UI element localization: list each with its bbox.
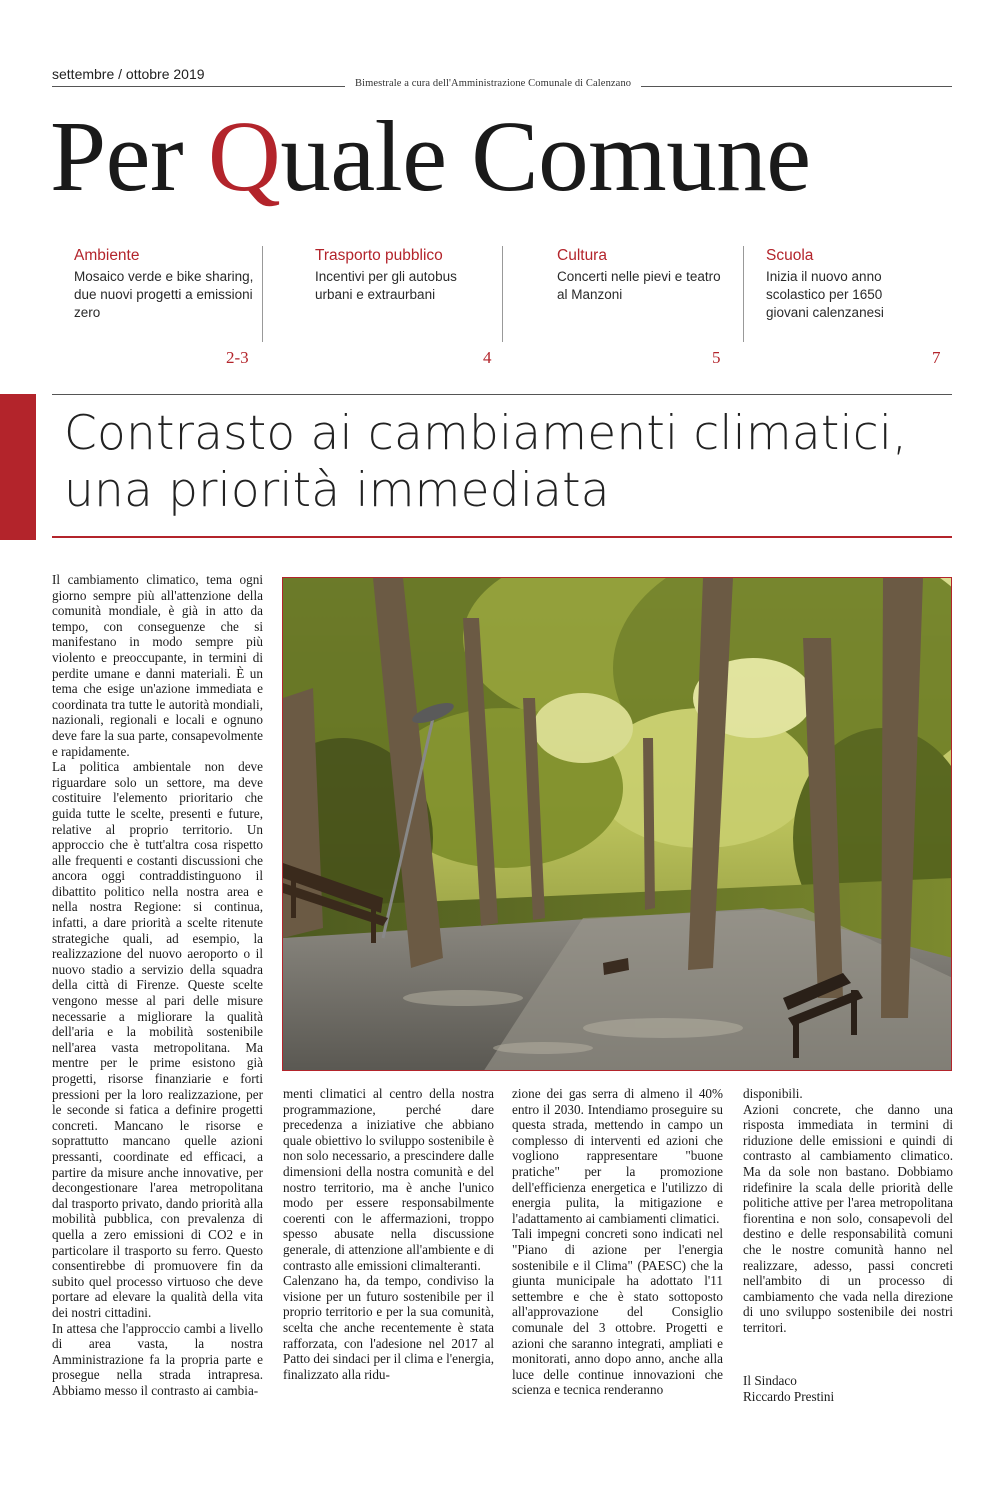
paragraph: Azioni concrete, che danno una risposta immediata in termini di riduzione delle emissioni e quindi di contrasto al cambiamento climatico. Ma da sole non bastano. Dobbiamo ridefinire la scala delle priorità delle politiche attive per l'area metropolitana fiorentina e non solo, consapevoli del destino e delle responsabilità comuni che le nostre comunità hanno nel realizzare, adesso, passi concreti nell'ambito di un processo di cambiamento che vada nella direzione di uno sviluppo sostenibile dei nostri territori. (743, 1101, 953, 1335)
section-title: Cultura (557, 247, 607, 264)
article-column-3 (512, 1086, 723, 1398)
paragraph: disponibili. (743, 1086, 803, 1101)
masthead-part-1: Per (50, 100, 208, 212)
headline: Contrasto ai cambiamenti climatici, una priorità immediata (64, 406, 908, 518)
park-photo (282, 577, 952, 1071)
section-page-ambiente: 2-3 (226, 348, 249, 367)
paragraph: Tali impegni concreti sono indicati nel "Piano di azione per l'energia sostenibile e il Clima" (PAESC) che la giunta municipale ha adottato l'11 settembre e che è stato sottoposto all'approvazione del Consiglio comunale del 3 ottobre. Progetti e azioni che saranno integrati, ampliati e monitorati, anno dopo anno, anche alla luce delle continue innovazioni che scienza e tecnica renderanno (512, 1226, 723, 1398)
signature-name: Riccardo Prestini (743, 1389, 835, 1404)
section-page-trasporto: 4 (483, 348, 492, 367)
section-page-cultura: 5 (712, 348, 721, 367)
section-desc: Incentivi per gli autobus urbani e extraurbani (315, 269, 457, 302)
park-photo-illustration (283, 578, 952, 1071)
article-column-4 (743, 1086, 953, 1336)
section-divider (502, 246, 503, 342)
signature-role: Il Sindaco (743, 1373, 797, 1388)
issue-date: settembre / ottobre 2019 (52, 66, 205, 82)
article-column-1 (52, 572, 263, 1398)
section-trasporto[interactable] (315, 246, 485, 304)
section-desc: Concerti nelle pievi e teatro al Manzoni (557, 269, 721, 302)
signature (743, 1373, 953, 1405)
masthead-title (50, 96, 955, 216)
red-accent-bar (0, 394, 36, 540)
section-title: Scuola (766, 247, 814, 264)
section-ambiente[interactable] (74, 246, 254, 322)
headline-red-rule (52, 536, 952, 538)
article-column-2 (283, 1086, 494, 1382)
masthead-q: Q (207, 100, 281, 212)
section-title: Trasporto pubblico (315, 247, 443, 264)
section-divider (743, 246, 744, 342)
paragraph: Calenzano ha, da tempo, condiviso la visione per un futuro sostenibile per il proprio territorio e per la sua comunità, scelta che anche recentemente è stata rafforzata, con l'adesione nel 2017 al Patto dei sindaci per il clima e l'energia, finalizzato alla ridu- (283, 1273, 494, 1382)
paragraph: menti climatici al centro della nostra programmazione, perché dare precedenza a iniziative che abbiano quale obiettivo lo sviluppo sostenibile è non solo necessario, a prescindere dalle dimensioni della nostra comunità e del nostro territorio, ma è anche l'unico modo per essere responsabilmente coerenti con le affermazioni, troppo spesso abusate nella discussione generale, di attenzione all'ambiente e di contrasto alle emissioni climalteranti. (283, 1086, 494, 1273)
section-divider (262, 246, 263, 342)
section-scuola[interactable] (766, 246, 916, 322)
tagline: Bimestrale a cura dell'Amministrazione Comunale di Calenzano (345, 78, 641, 89)
paragraph: In attesa che l'approccio cambi a livello di area vasta, la nostra Amministrazione fa la propria parte e prosegue nella strada intrapresa. Abbiamo messo il contrasto ai cambia- (52, 1320, 263, 1398)
section-desc: Mosaico verde e bike sharing, due nuovi progetti a emissioni zero (74, 269, 254, 320)
paragraph: La politica ambientale non deve riguardare solo un settore, ma deve costituire l'elemento prioritario che guida tutte le scelte, presenti e future, relative al proprio territorio. Un approccio che è tutt'altra cosa rispetto alle frequenti e costanti discussioni che ancora oggi contraddistinguono il dibattito politico nella nostra area e nella nostra Regione: si continua, infatti, a dare priorità a scelte ritenute strategiche quali, ad esempio, la realizzazione del nuovo aeroporto o il nuovo stadio a servizio della squadra della città di Firenze. Queste scelte vengono messe al pari delle misure necessarie a migliorare la qualità dell'aria e la mobilità sostenibile nell'area vasta metropolitana. Ma mentre per le prime esistono già progetti, risorse finanziarie e forti pressioni per la loro realizzazione, per le seconde si fatica a definire progetti concreti. Mancano le risorse e soprattutto mancano quelle azioni pressanti, coordinate ed efficaci, a partire da misure anche innovative, per decongestionare l'area metropolitana dal trasporto privato, dando priorità alla mobilità pubblica, con prevalenza di quella a zero emissioni di CO2 e in particolare il trasporto su ferro. Questo consentirebbe di promuovere fin da subito quel processo virtuoso che deve portare ad elevare la qualità della vita dei nostri cittadini. (52, 759, 263, 1320)
masthead-part-2: uale Comune (280, 100, 811, 212)
paragraph: Il cambiamento climatico, tema ogni giorno sempre più all'attenzione della comunità mondiale, è già in atto da tempo, con conseguenze che si manifestano in modo sempre più violento e preoccupante, in termini di perdite umane e danni materiali. È un tema che esige un'azione immediata e coordinata tra tutte le autorità mondiali, nazionali, regionali e locali e ognuno deve fare la sua parte, consapevolmente e rapidamente. (52, 572, 263, 759)
section-page-scuola: 7 (932, 348, 941, 367)
section-title: Ambiente (74, 247, 140, 264)
section-cultura[interactable] (557, 246, 727, 304)
headline-top-rule (52, 394, 952, 395)
paragraph: zione dei gas serra di almeno il 40% entro il 2030. Intendiamo proseguire su questa strada, mettendo in campo un complesso di interventi ed azioni che vogliono rappresentare "buone pratiche" per la promozione dell'efficienza energetica e l'utilizzo di energia pulita, la mitigazione e l'adattamento ai cambiamenti climatici. (512, 1086, 723, 1226)
section-desc: Inizia il nuovo anno scolastico per 1650 giovani calenzanesi (766, 269, 884, 320)
